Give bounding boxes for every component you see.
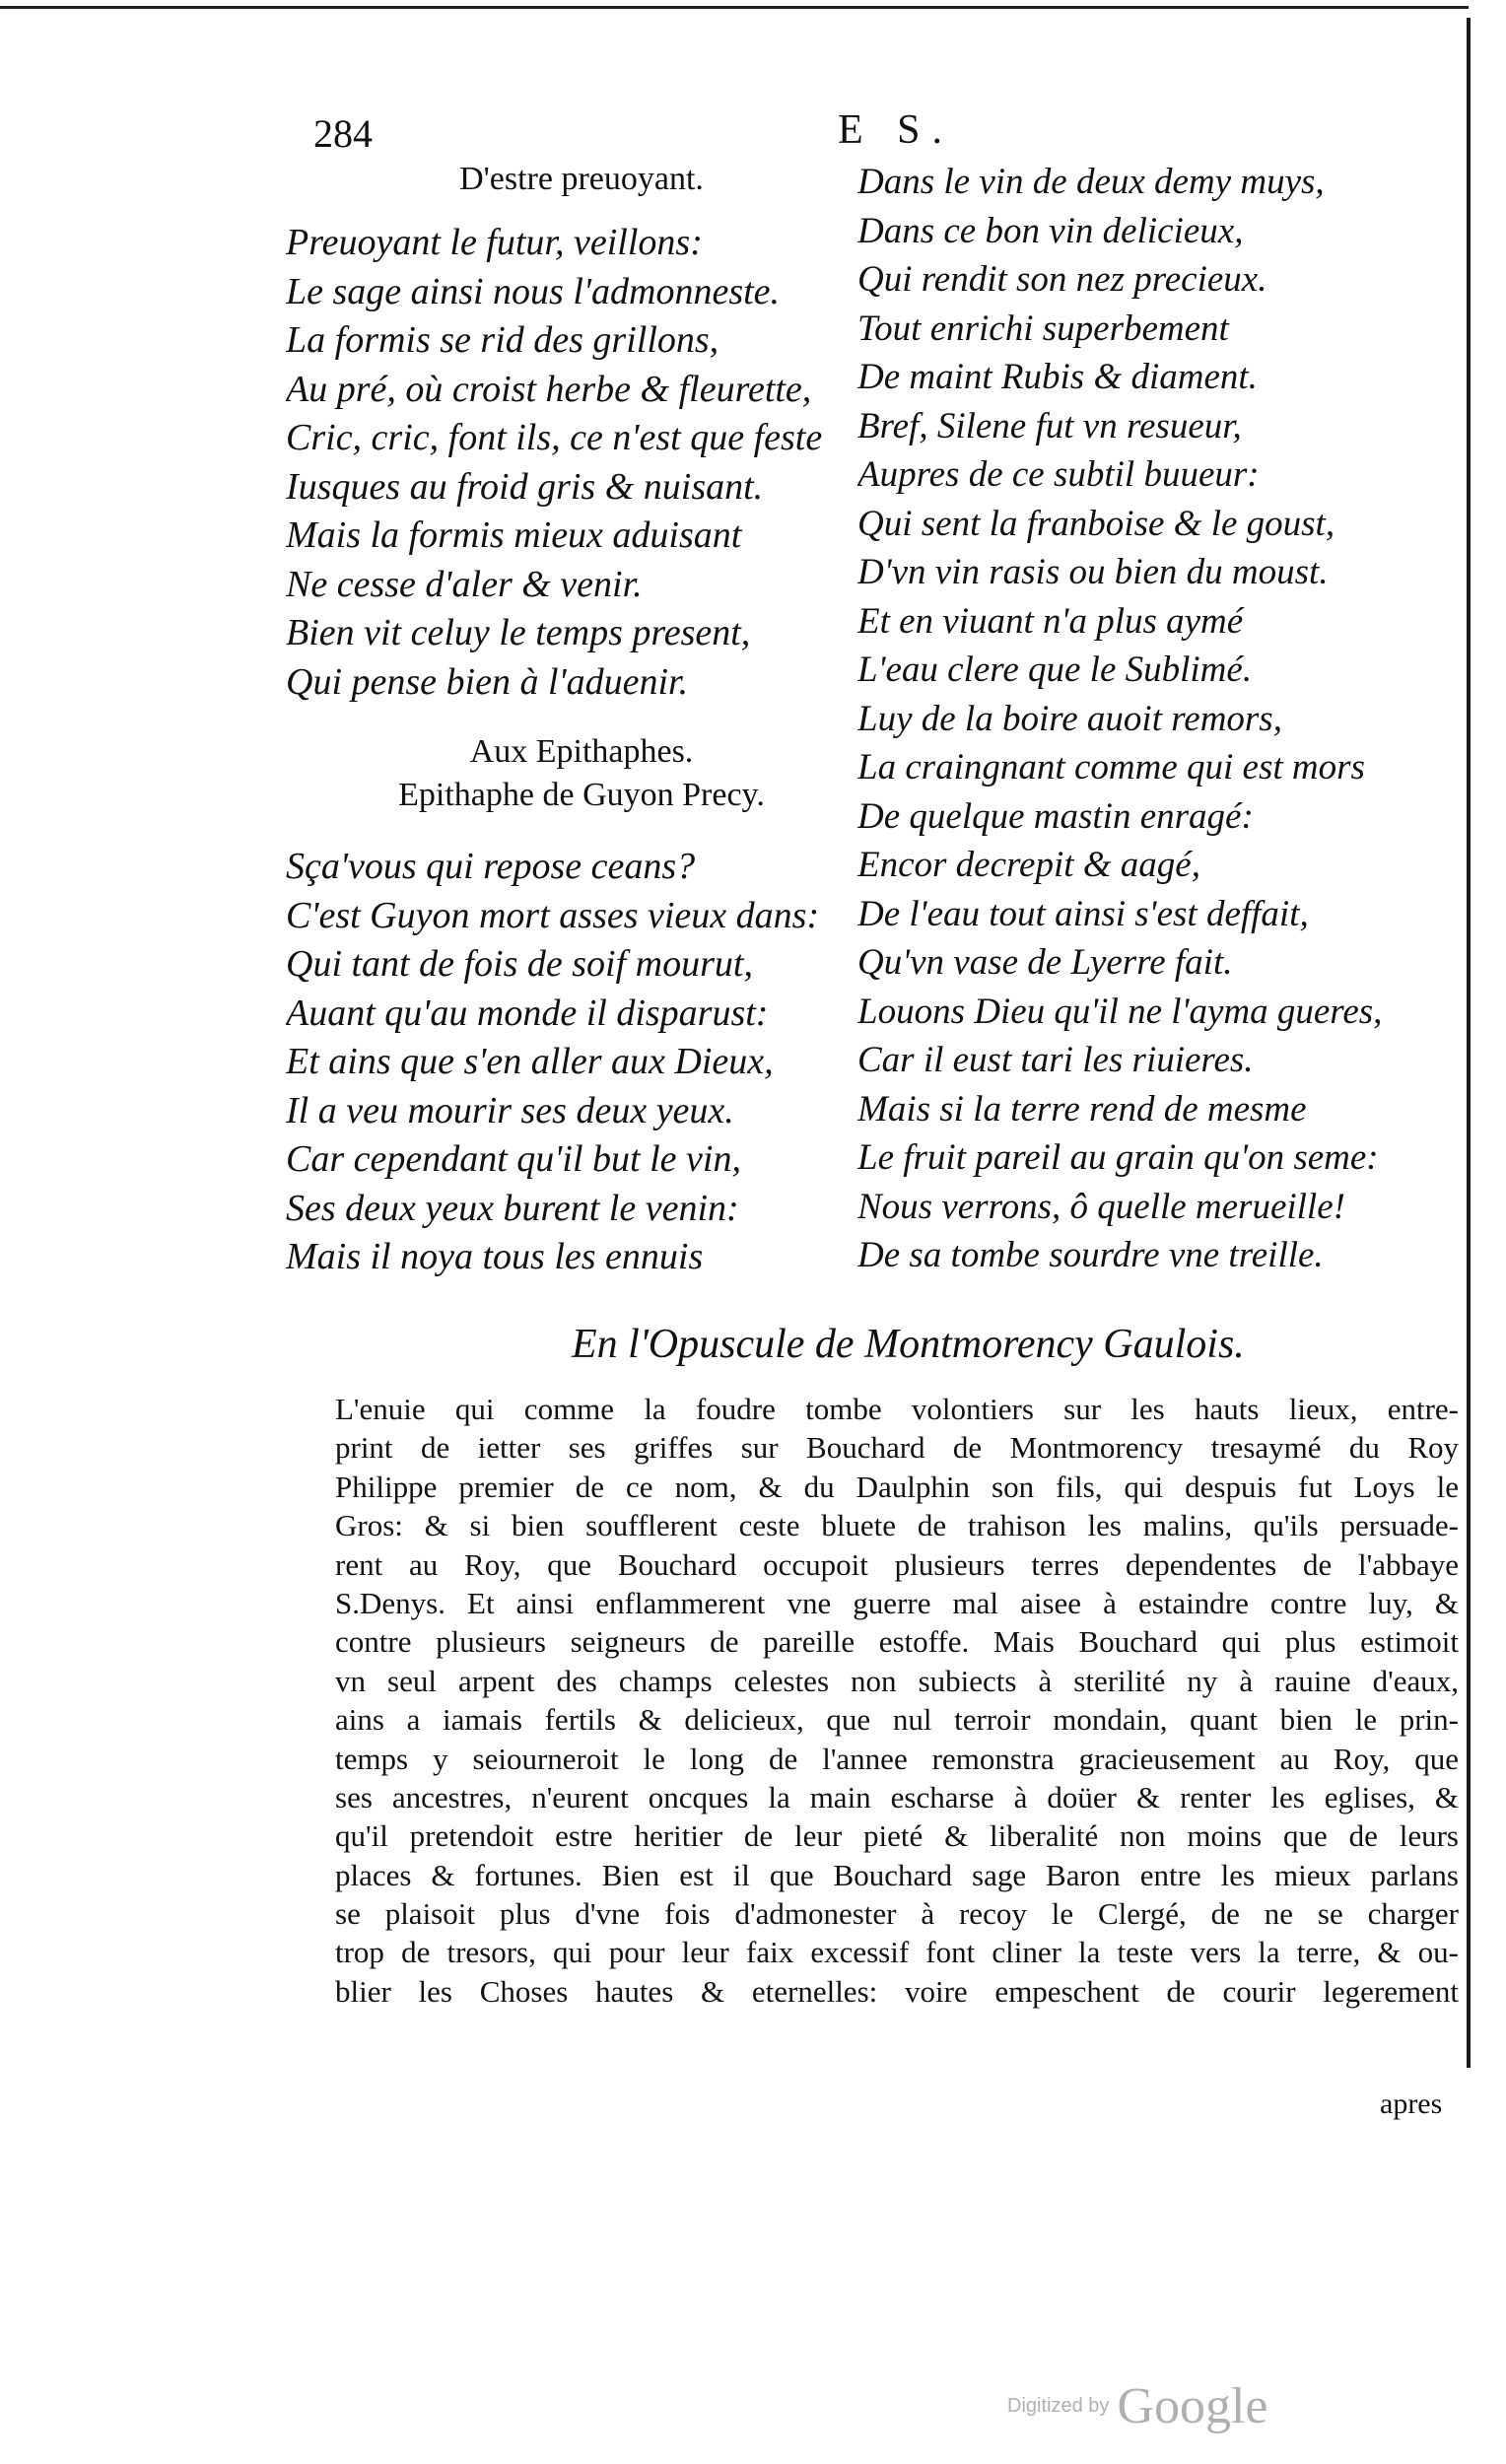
verse-line: Dans ce bon vin delicieux, — [857, 210, 1244, 251]
verse-line: Aupres de ce subtil buueur: — [857, 454, 1260, 495]
verse-line: De l'eau tout ainsi s'est deffait, — [857, 893, 1309, 934]
verse-line: Mais la formis mieux aduisant — [286, 514, 742, 556]
verse-line: C'est Guyon mort asses vieux dans: — [286, 894, 820, 936]
prose-line: Philippe premier de ce nom, & du Daulphin son fils, qui despuis fut Loys le — [335, 1469, 1459, 1504]
epitaph-heading: Epithaphe de Guyon Precy. — [398, 777, 765, 813]
prose-line: vn seul arpent des champs celestes non subiects à sterilité ny à rauine d'eaux, — [335, 1663, 1459, 1698]
running-head: E S. — [838, 107, 955, 153]
verse-line: Louons Dieu qu'il ne l'ayma gueres, — [857, 991, 1383, 1032]
verse-line: Ses deux yeux burent le venin: — [286, 1187, 739, 1229]
prose-line: L'enuie qui comme la foudre tombe volontiers sur les hauts lieux, entre- — [335, 1392, 1459, 1426]
verse-line: Iusques au froid gris & nuisant. — [286, 465, 764, 508]
verse-line: Sça'vous qui repose ceans? — [286, 846, 696, 887]
prose-line: places & fortunes. Bien est il que Bouchard sage Baron entre les mieux parlans — [335, 1857, 1459, 1892]
catchword: apres — [1380, 2088, 1443, 2120]
verse-line: Car cependant qu'il but le vin, — [286, 1138, 741, 1180]
poem-epitaph — [286, 843, 877, 1282]
verse-line: Qui tant de fois de soif mourut, — [286, 943, 753, 985]
verse-line: Preuoyant le futur, veillons: — [286, 222, 703, 263]
watermark-prefix: Digitized by — [1007, 2395, 1110, 2417]
right-column — [857, 158, 1409, 1280]
prose-line: ains a iamais fertils & delicieux, que nul terroir mondain, quant bien le prin- — [335, 1702, 1459, 1738]
prose-line: contre plusieurs seigneurs de pareille estoffe. Mais Bouchard qui plus estimoit — [335, 1624, 1459, 1660]
page-number: 284 — [313, 111, 373, 156]
digitized-watermark — [1007, 2377, 1267, 2435]
top-rule — [0, 6, 1469, 9]
verse-line: Mais il noya tous les ennuis — [286, 1236, 704, 1277]
verse-line: Mais si la terre rend de mesme — [857, 1088, 1307, 1129]
prose-line: blier les Choses hautes & eternelles: voire empeschent de courir legerement — [335, 1973, 1459, 2009]
verse-line: La craingnant comme qui est mors — [857, 747, 1365, 787]
verse-line: La formis se rid des grillons, — [286, 319, 719, 361]
verse-line: Au pré, où croist herbe & fleurette, — [286, 368, 812, 410]
verse-line: De sa tombe sourdre vne treille. — [857, 1235, 1324, 1275]
prose-line: print de ietter ses griffes sur Bouchard de Montmorency tresaymé du Roy — [335, 1430, 1459, 1466]
verse-line: Dans le vin de deux demy muys, — [857, 162, 1325, 202]
verse-line: Qui rendit son nez precieux. — [857, 259, 1267, 300]
section-title: En l'Opuscule de Montmorency Gaulois. — [572, 1322, 1245, 1367]
verse-line: Il a veu mourir ses deux yeux. — [286, 1089, 734, 1131]
prose-paragraph — [335, 1390, 1459, 2011]
verse-line: Et ains que s'en aller aux Dieux, — [286, 1041, 774, 1082]
page-edge — [1467, 18, 1471, 2068]
verse-line: D'vn vin rasis ou bien du moust. — [857, 552, 1329, 592]
verse-line: De maint Rubis & diament. — [857, 357, 1258, 397]
verse-line: Tout enrichi superbement — [857, 308, 1229, 349]
verse-line: Encor decrepit & aagé, — [857, 845, 1200, 885]
left-column — [286, 158, 877, 1282]
verse-line: Et en viuant n'a plus aymé — [857, 600, 1244, 642]
verse-line: Qui pense bien à l'aduenir. — [286, 660, 689, 703]
verse-line: Qui sent la franboise & le goust, — [857, 503, 1335, 544]
google-logo: Google — [1117, 2378, 1268, 2434]
verse-line: Car il eust tari les riuieres. — [857, 1040, 1254, 1080]
verse-line: Qu'vn vase de Lyerre fait. — [857, 942, 1233, 983]
prose-line: qu'il pretendoit estre heritier de leur pieté & liberalité non moins que de leurs — [335, 1818, 1459, 1854]
verse-line: Le sage ainsi nous l'admonneste. — [286, 270, 781, 312]
section-heading: Aux Epithaphes. — [469, 733, 694, 770]
verse-line: Nous verrons, ô quelle merueille! — [857, 1186, 1345, 1227]
prose-line: trop de tresors, qui pour leur faix excessif font cliner la teste vers la terre, & ou- — [335, 1935, 1459, 1970]
verse-line: Le fruit pareil au grain qu'on seme: — [857, 1137, 1379, 1178]
prose-line: temps y seiourneroit le long de l'annee remonstra gracieusement au Roy, que — [335, 1741, 1459, 1776]
prose-line: rent au Roy, que Bouchard occupoit plusieurs terres dependentes de l'abbaye — [335, 1546, 1459, 1582]
verse-line: Ne cesse d'aler & venir. — [286, 563, 643, 605]
verse-line: L'eau clere que le Sublimé. — [857, 650, 1253, 690]
prose-line: se plaisoit plus d'vne fois d'admonester à recoy le Clergé, de ne se charger — [335, 1896, 1459, 1932]
prose-line: ses ancestres, n'eurent oncques la main escharse à doüer & renter les eglises, & — [335, 1779, 1459, 1814]
section-heading: D'estre preuoyant. — [459, 161, 704, 197]
prose-line: Gros: & si bien soufflerent ceste bluete de trahison les malins, qu'ils persuade- — [335, 1508, 1459, 1543]
verse-line: Bref, Silene fut vn resueur, — [857, 405, 1242, 446]
verse-line: Auant qu'au monde il disparust: — [286, 992, 769, 1034]
verse-line: Cric, cric, font ils, ce n'est que feste — [286, 417, 823, 458]
verse-line: De quelque mastin enragé: — [857, 795, 1254, 837]
verse-line: Luy de la boire auoit remors, — [857, 698, 1282, 739]
prose-line: S.Denys. Et ainsi enflammerent vne guerre mal aisee à estaindre contre luy, & — [335, 1585, 1459, 1620]
verse-line: Bien vit celuy le temps present, — [286, 612, 751, 653]
poem-preuoyant — [286, 219, 877, 707]
